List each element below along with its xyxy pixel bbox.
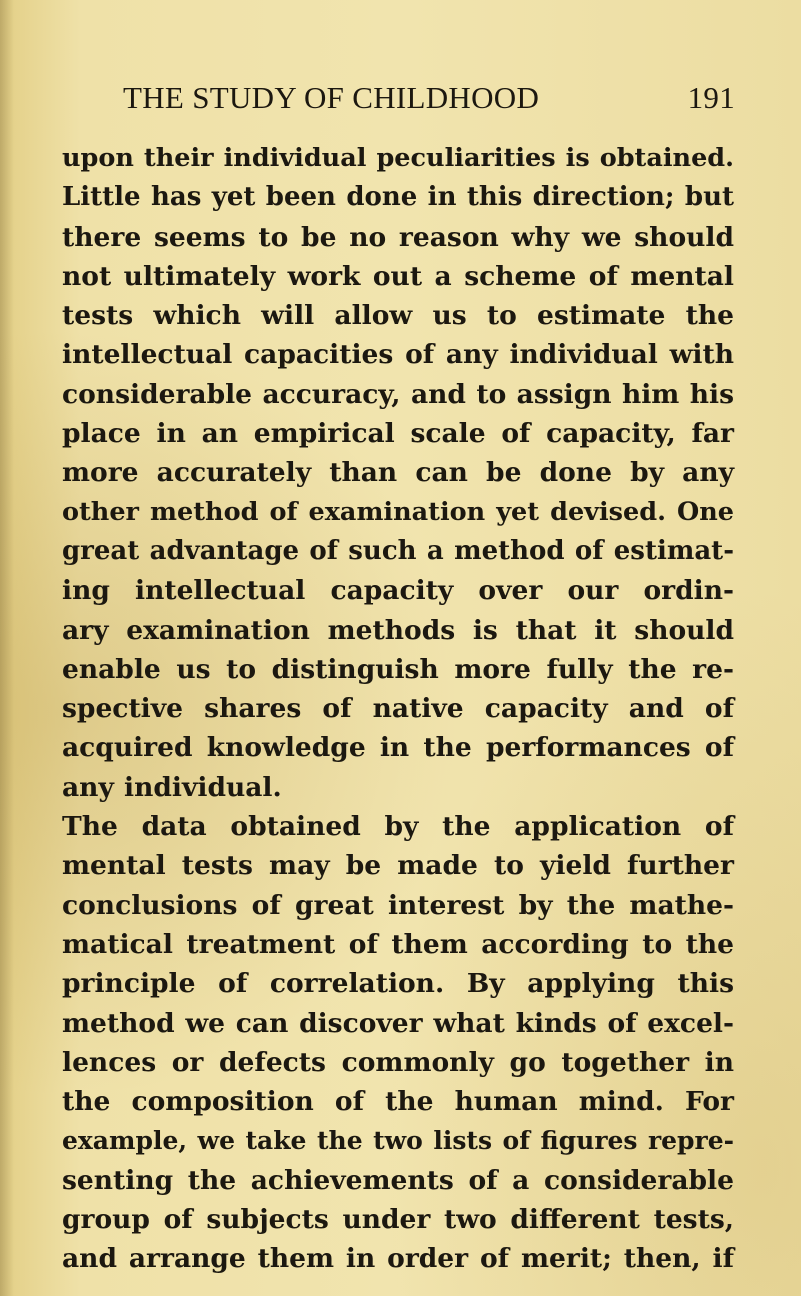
text-line: not ultimately work out a scheme of mental	[62, 260, 734, 292]
paragraph-end-line: any individual.	[62, 771, 282, 803]
text-line: place in an empirical scale of capacity, far	[62, 418, 734, 450]
text-line: great advantage of such a method of estimat-	[62, 535, 734, 566]
body-text	[62, 139, 734, 1279]
text-line: there seems to be no reason why we should	[62, 221, 734, 253]
page-number: 191	[687, 80, 735, 115]
text-line: ary examination methods is that it should	[62, 614, 734, 646]
text-line: tests which will allow us to estimate the	[62, 300, 734, 332]
text-line: method we can discover what kinds of excel-	[62, 1007, 734, 1039]
paragraph-start-line: The data obtained by the application of	[62, 811, 734, 843]
text-line: Little has yet been done in this direction; but	[62, 182, 734, 213]
text-line: and arrange them in order of merit; then, if	[62, 1243, 734, 1275]
text-line: lences or defects commonly go together in	[62, 1046, 734, 1078]
text-line: principle of correlation. By applying this	[62, 968, 734, 1000]
text-line: matical treatment of them according to the	[62, 928, 734, 960]
text-line: upon their individual peculiarities is obtained.	[62, 143, 734, 173]
text-line: spective shares of native capacity and of	[62, 693, 734, 725]
text-line: the composition of the human mind. For	[62, 1086, 734, 1118]
text-line: more accurately than can be done by any	[62, 457, 734, 489]
text-line: other method of examination yet devised. One	[62, 496, 734, 527]
text-line: mental tests may be made to yield further	[62, 850, 734, 882]
text-line: group of subjects under two different tests,	[62, 1204, 734, 1236]
text-line: example, we take the two lists of figures repre-	[62, 1126, 734, 1156]
text-line: intellectual capacities of any individual with	[62, 339, 734, 371]
running-header	[123, 78, 735, 118]
text-line: enable us to distinguish more fully the re-	[62, 653, 734, 685]
text-line: senting the achievements of a considerable	[62, 1164, 734, 1196]
text-line: ing intellectual capacity over our ordin-	[62, 575, 734, 607]
page-binding-shadow	[0, 0, 14, 1296]
text-line: conclusions of great interest by the mathe-	[62, 889, 734, 921]
running-title: THE STUDY OF CHILDHOOD	[123, 80, 540, 115]
text-line: considerable accuracy, and to assign him his	[62, 378, 734, 410]
text-line: acquired knowledge in the performances of	[62, 732, 734, 764]
